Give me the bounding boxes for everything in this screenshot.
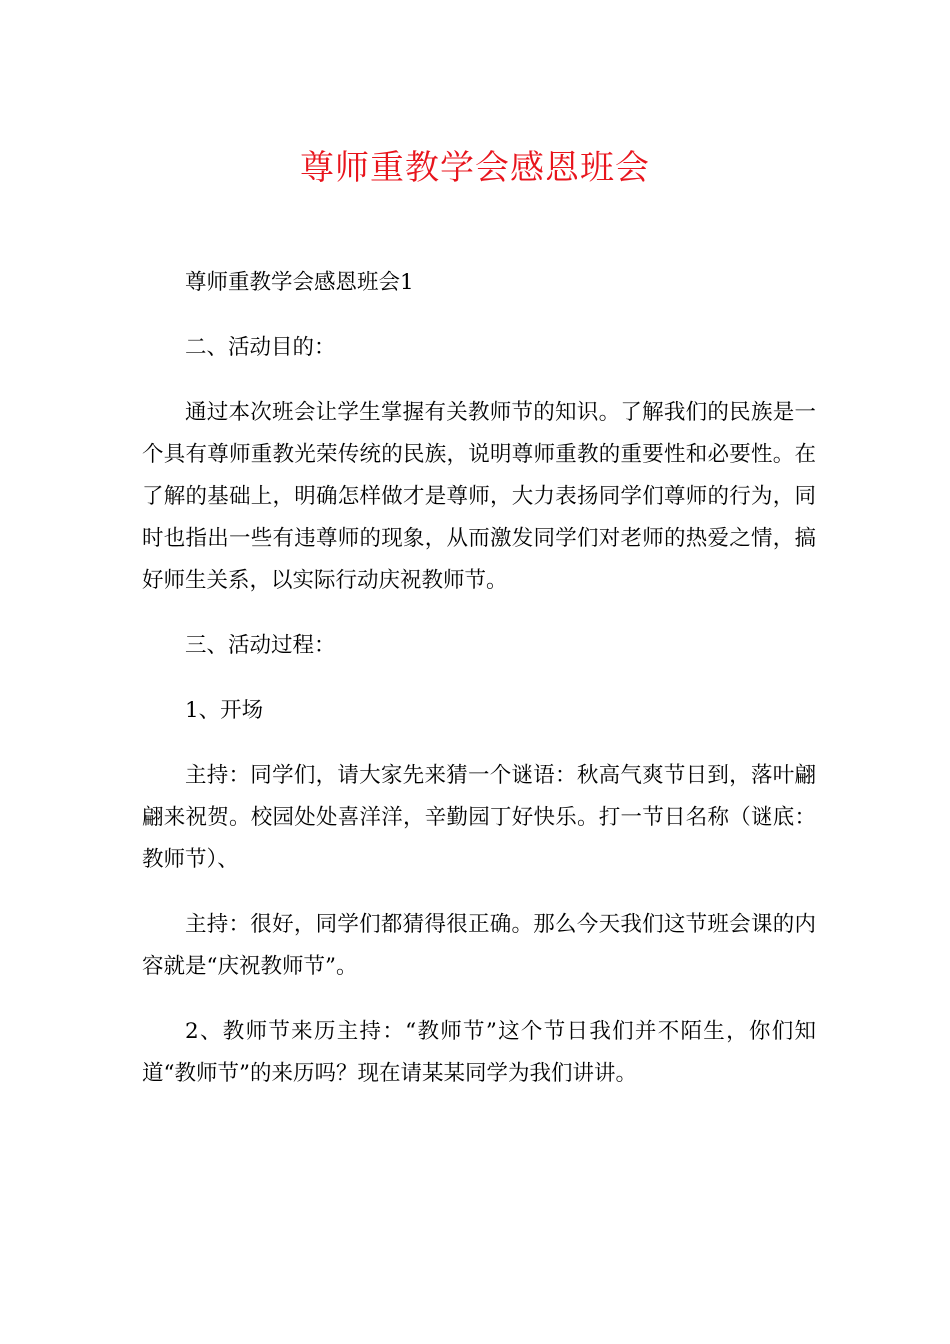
paragraph-activity-process-heading: 三、活动过程：: [185, 633, 336, 658]
document-title: 尊师重教学会感恩班会: [300, 148, 650, 188]
section-heading: 尊师重教学会感恩班会1: [185, 270, 414, 295]
paragraph-activity-purpose-heading: 二、活动目的：: [185, 335, 336, 360]
paragraph-activity-purpose: 通过本次班会让学生掌握有关教师节的知识。了解我们的民族是一个具有尊师重教光荣传统的民族，说明尊师重教的重要性和必要性。在了解的基础上，明确怎样做才是尊师，大力表扬同学们尊师的行为，同时也指出一些有违尊师的现象，从而激发同学们对老师的热爱之情，搞好师生关系，以实际行动庆祝教师节。: [142, 400, 816, 593]
paragraph-host-response: 主持：很好，同学们都猜得很正确。那么今天我们这节班会课的内容就是“庆祝教师节”。: [142, 912, 816, 979]
document-body: [142, 262, 816, 1118]
paragraph-teachers-day-origin: 2、教师节来历主持：“教师节”这个节日我们并不陌生，你们知道“教师节”的来历吗？现在请某某同学为我们讲讲。: [142, 1019, 816, 1086]
paragraph-host-riddle: 主持：同学们，请大家先来猜一个谜语：秋高气爽节日到，落叶翩翩来祝贺。校园处处喜洋洋，辛勤园丁好快乐。打一节日名称（谜底：教师节）、: [142, 763, 816, 872]
paragraph-opening-heading: 1、开场: [185, 698, 264, 723]
